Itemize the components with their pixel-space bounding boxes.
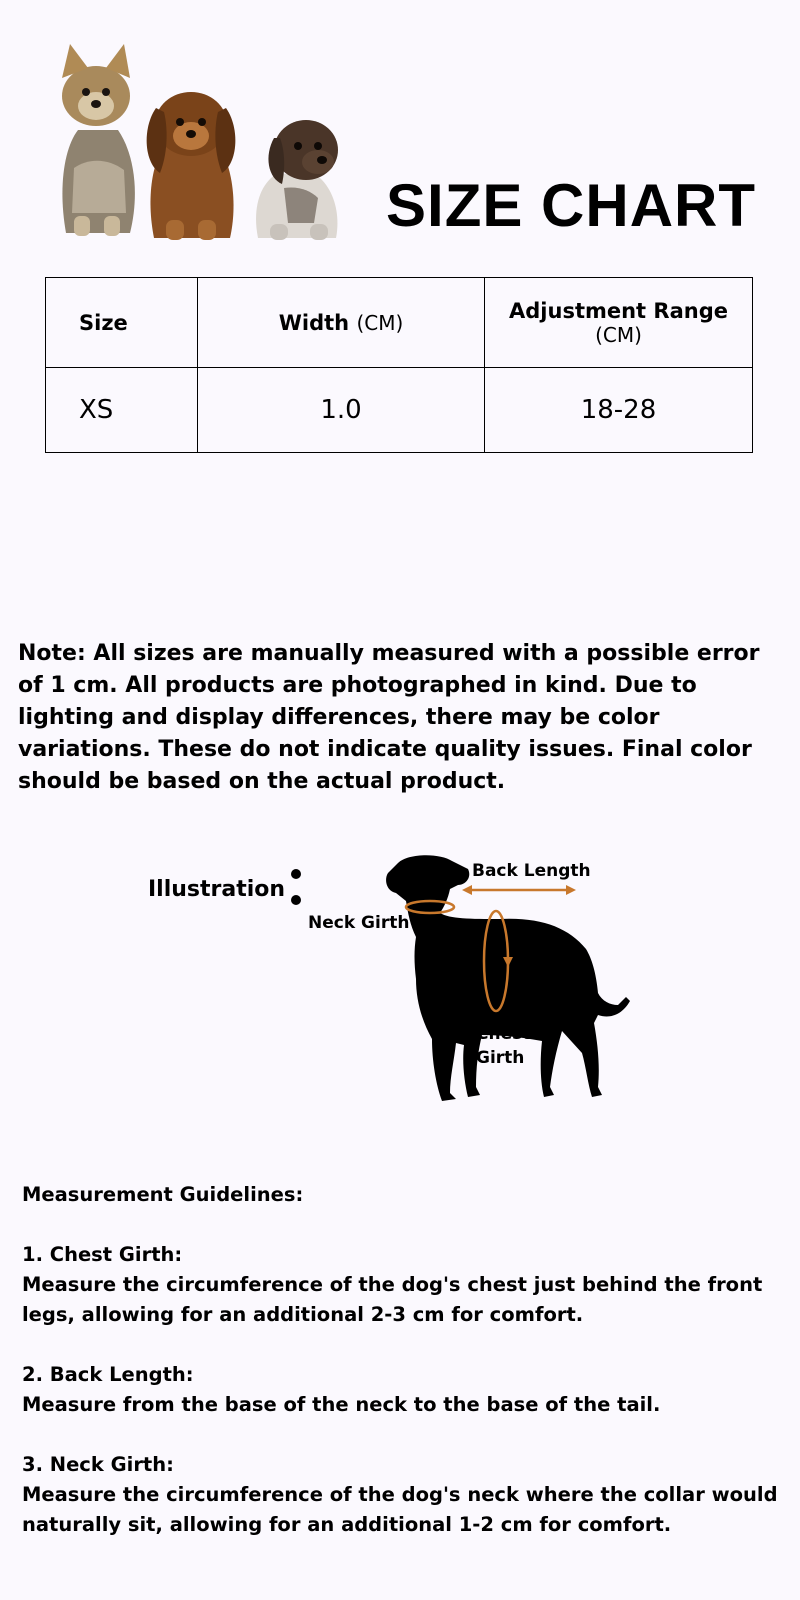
puppies-photo — [48, 38, 358, 244]
neck-girth-label: Neck Girth — [308, 913, 410, 933]
range-cell: 18-28 — [485, 368, 753, 453]
chest-girth-label-line2: Girth — [476, 1048, 525, 1068]
back-length-label: Back Length — [472, 861, 591, 881]
back-length-arrow — [462, 885, 576, 895]
guideline-text: Measure the circumference of the dog's chest just behind the front legs, allowing for an additional 2-3 cm for comfort. — [22, 1273, 763, 1326]
illustration-label: Illustration — [148, 877, 286, 902]
measurement-guidelines — [22, 1180, 792, 1540]
width-unit: (CM) — [356, 310, 404, 335]
guideline-title: 3. Neck Girth: — [22, 1453, 174, 1476]
dog-measurement-diagram — [300, 855, 650, 1130]
column-header-width: Width (CM) — [198, 278, 485, 368]
guideline-text: Measure from the base of the neck to the base of the tail. — [22, 1393, 661, 1416]
guidelines-heading: Measurement Guidelines: — [22, 1183, 304, 1206]
guideline-title: 2. Back Length: — [22, 1363, 194, 1386]
guideline-title: 1. Chest Girth: — [22, 1243, 183, 1266]
size-table — [45, 277, 753, 453]
table-row — [46, 368, 753, 453]
pointer-puppy — [256, 120, 338, 240]
column-header-size: Size — [46, 278, 198, 368]
size-cell: XS — [46, 368, 198, 453]
table-header-row — [46, 278, 753, 368]
yorkie-puppy — [62, 44, 135, 236]
chest-girth-label-line1: Chest — [476, 1024, 531, 1044]
column-header-adjustment-range: Adjustment Range (CM) — [485, 278, 753, 368]
page-title: SIZE CHART — [386, 172, 756, 239]
disclaimer-note: Note: All sizes are manually measured with a possible error of 1 cm. All products are photographed in kind. Due to lighting and display differences, there may be color variations. These do not indicate quality issues. Final color should be based on the actual product. — [18, 641, 760, 794]
guideline-text: Measure the circumference of the dog's neck where the collar would naturally sit, allowing for an additional 1-2 cm for comfort. — [22, 1483, 778, 1536]
width-cell: 1.0 — [198, 368, 485, 453]
spaniel-puppy — [147, 92, 236, 240]
range-unit: (CM) — [595, 322, 642, 347]
